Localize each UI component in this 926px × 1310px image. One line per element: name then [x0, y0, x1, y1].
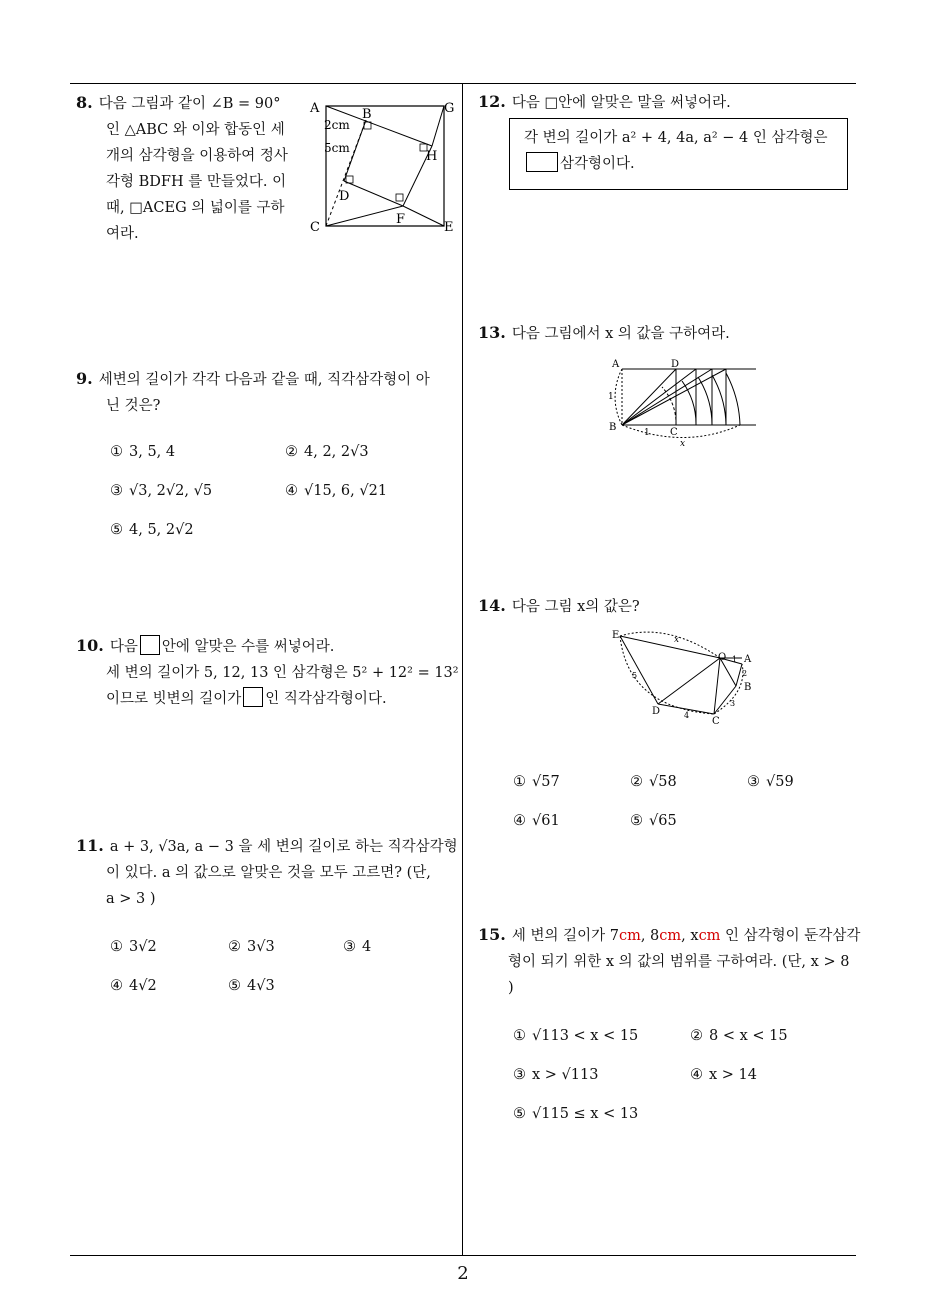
- question-text: 다음 □안에 알맞은 말을 써넣어라.: [511, 95, 731, 111]
- label-5: 5: [632, 671, 638, 680]
- label-3: 3: [730, 699, 736, 708]
- label-E: E: [612, 630, 620, 641]
- length-5cm: 5cm: [324, 141, 350, 155]
- label-E: E: [444, 220, 454, 235]
- option-mark: ④: [285, 483, 298, 499]
- label-A: A: [310, 101, 320, 116]
- question-number: 13.: [478, 323, 506, 342]
- option-mark: ⑤: [630, 813, 643, 829]
- question-text: 인 △ABC 와 이와 합동인 세: [106, 122, 285, 138]
- q11-option-5[interactable]: [228, 978, 275, 994]
- question-text: 다음 그림과 같이 ∠B = 90°: [98, 96, 281, 112]
- option-text: √113 < x < 15: [532, 1028, 639, 1044]
- q11-option-2[interactable]: [228, 939, 275, 955]
- question-number: 15.: [478, 925, 506, 944]
- option-mark: ②: [630, 774, 643, 790]
- question-text: 개의 삼각형을 이용하여 정사: [106, 148, 288, 164]
- option-text: 3, 5, 4: [129, 444, 176, 460]
- label-B: B: [362, 107, 372, 122]
- option-text: √65: [649, 813, 677, 829]
- statement-text: 각 변의 길이가 a² + 4, 4a, a² − 4 인 삼각형은: [524, 130, 828, 146]
- question-number: 9.: [76, 369, 93, 388]
- q15-option-4[interactable]: [690, 1067, 757, 1083]
- question-number: 11.: [76, 836, 104, 855]
- bottom-rule: [70, 1255, 856, 1256]
- label-2: 2: [742, 669, 748, 678]
- length-2cm: 2cm: [324, 118, 350, 132]
- option-text: 3√3: [247, 939, 275, 955]
- label-O: O: [718, 652, 727, 663]
- q14-option-2[interactable]: [630, 774, 677, 790]
- question-text: a + 3, √3a, a − 3 을 세 변의 길이로 하는 직각삼각형: [109, 839, 458, 855]
- q9-option-5[interactable]: [110, 522, 194, 538]
- q11-option-3[interactable]: [343, 939, 371, 955]
- option-mark: ①: [110, 444, 123, 460]
- question-8: [76, 90, 300, 247]
- q14-option-3[interactable]: [747, 774, 794, 790]
- question-text: 다음 그림 x의 값은?: [511, 599, 640, 615]
- option-mark: ③: [513, 1067, 526, 1083]
- question-text: , x: [681, 928, 699, 944]
- q14-option-1[interactable]: [513, 774, 560, 790]
- question-text: 각형 BDFH 를 만들었다. 이: [106, 174, 287, 190]
- option-mark: ①: [513, 1028, 526, 1044]
- question-text: 인 삼각형이 둔각삼각: [720, 928, 861, 944]
- q14-option-4[interactable]: [513, 813, 560, 829]
- option-text: 3√2: [129, 939, 157, 955]
- option-mark: ①: [110, 939, 123, 955]
- option-text: x > 14: [709, 1067, 757, 1083]
- question-11: [76, 833, 460, 912]
- question-text: 안에 알맞은 수를 써넣어라.: [161, 639, 335, 655]
- option-text: 4, 2, 2√3: [304, 444, 369, 460]
- option-mark: ①: [513, 774, 526, 790]
- option-text: 4√3: [247, 978, 275, 994]
- option-text: √59: [766, 774, 794, 790]
- option-text: √3, 2√2, √5: [129, 483, 213, 499]
- label-B: B: [609, 422, 617, 433]
- option-mark: ②: [690, 1028, 703, 1044]
- option-mark: ⑤: [228, 978, 241, 994]
- label-A: A: [744, 654, 752, 665]
- q11-option-1[interactable]: [110, 939, 157, 955]
- label-one-horizontal: 1: [644, 428, 650, 438]
- option-mark: ④: [690, 1067, 703, 1083]
- q11-option-4[interactable]: [110, 978, 157, 994]
- label-1: 1: [732, 655, 738, 664]
- unit-cm: cm: [618, 928, 641, 944]
- option-text: √15, 6, √21: [304, 483, 388, 499]
- question-text: 닌 것은?: [106, 398, 161, 414]
- option-text: 4√2: [129, 978, 157, 994]
- label-F: F: [396, 212, 406, 227]
- label-C: C: [712, 716, 720, 727]
- column-divider: [462, 83, 463, 1256]
- question-text: , 8: [640, 928, 660, 944]
- q15-option-2[interactable]: [690, 1028, 788, 1044]
- option-mark: ③: [110, 483, 123, 499]
- q9-option-1[interactable]: [110, 444, 175, 460]
- label-D: D: [339, 189, 350, 204]
- top-rule: [70, 83, 856, 84]
- label-x: x: [674, 635, 680, 645]
- answer-blank[interactable]: [243, 687, 263, 707]
- option-mark: ②: [285, 444, 298, 460]
- q15-option-3[interactable]: [513, 1067, 598, 1083]
- question-12: [478, 89, 858, 116]
- question-text: 다음 그림에서 x 의 값을 구하여라.: [511, 326, 730, 342]
- option-text: 4: [362, 939, 372, 955]
- q9-option-3[interactable]: [110, 483, 212, 499]
- q15-option-1[interactable]: [513, 1028, 638, 1044]
- question-text: 인 직각삼각형이다.: [265, 691, 387, 707]
- answer-blank[interactable]: [140, 635, 160, 655]
- page-number: 2: [457, 1263, 469, 1284]
- question-14: [478, 593, 858, 620]
- option-text: 8 < x < 15: [709, 1028, 788, 1044]
- label-A: A: [612, 359, 620, 370]
- option-text: √61: [532, 813, 560, 829]
- question-number: 14.: [478, 596, 506, 615]
- option-text: √115 ≤ x < 13: [532, 1106, 639, 1122]
- q14-option-5[interactable]: [630, 813, 677, 829]
- option-mark: ②: [228, 939, 241, 955]
- option-mark: ⑤: [513, 1106, 526, 1122]
- question-text: 다음: [109, 639, 138, 655]
- label-B: B: [744, 682, 752, 693]
- question-text: 세 변의 길이가 5, 12, 13 인 삼각형은 5² + 12² = 13²: [106, 665, 459, 681]
- question-number: 10.: [76, 636, 104, 655]
- question-text: a > 3 ): [106, 891, 156, 907]
- option-mark: ④: [110, 978, 123, 994]
- label-C: C: [670, 427, 678, 438]
- unit-cm: cm: [698, 928, 721, 944]
- option-mark: ④: [513, 813, 526, 829]
- label-G: G: [444, 101, 455, 116]
- question-text: 여라.: [106, 226, 139, 242]
- option-text: 4, 5, 2√2: [129, 522, 194, 538]
- question-text: 때, □ACEG 의 넓이를 구하: [106, 200, 285, 216]
- question-number: 8.: [76, 93, 93, 112]
- question-number: 12.: [478, 92, 506, 111]
- option-text: √58: [649, 774, 677, 790]
- question-text: 세변의 길이가 각각 다음과 같을 때, 직각삼각형이 아: [98, 372, 430, 388]
- question-text: ): [508, 980, 514, 996]
- question-text: 세 변의 길이가 7: [511, 928, 619, 944]
- question-9: [76, 366, 460, 419]
- label-C: C: [310, 220, 320, 235]
- label-4: 4: [684, 711, 690, 720]
- label-one-vertical: 1: [608, 392, 614, 402]
- option-text: x > √113: [532, 1067, 599, 1083]
- label-D: D: [652, 706, 661, 717]
- q8-figure: [306, 96, 458, 238]
- option-mark: ⑤: [110, 522, 123, 538]
- q9-option-4[interactable]: [285, 483, 387, 499]
- option-text: √57: [532, 774, 560, 790]
- q15-option-5[interactable]: [513, 1106, 638, 1122]
- question-15: [478, 922, 861, 1001]
- q13-figure: [604, 355, 764, 450]
- label-x: x: [680, 439, 686, 449]
- unit-cm: cm: [659, 928, 682, 944]
- q14-figure: [608, 628, 768, 728]
- question-text: 형이 되기 위한 x 의 값의 범위를 구하여라. (단, x > 8: [508, 954, 850, 970]
- q12-statement-box: [509, 118, 848, 190]
- question-text: 이므로 빗변의 길이가: [106, 691, 242, 707]
- option-mark: ③: [747, 774, 760, 790]
- label-D: D: [671, 359, 680, 370]
- label-H: H: [426, 149, 438, 164]
- option-mark: ③: [343, 939, 356, 955]
- question-13: [478, 320, 858, 347]
- answer-blank[interactable]: [526, 152, 558, 172]
- q9-option-2[interactable]: [285, 444, 369, 460]
- question-10: [76, 633, 460, 712]
- question-text: 이 있다. a 의 값으로 알맞은 것을 모두 고르면? (단,: [106, 865, 431, 881]
- statement-text: 삼각형이다.: [560, 156, 635, 172]
